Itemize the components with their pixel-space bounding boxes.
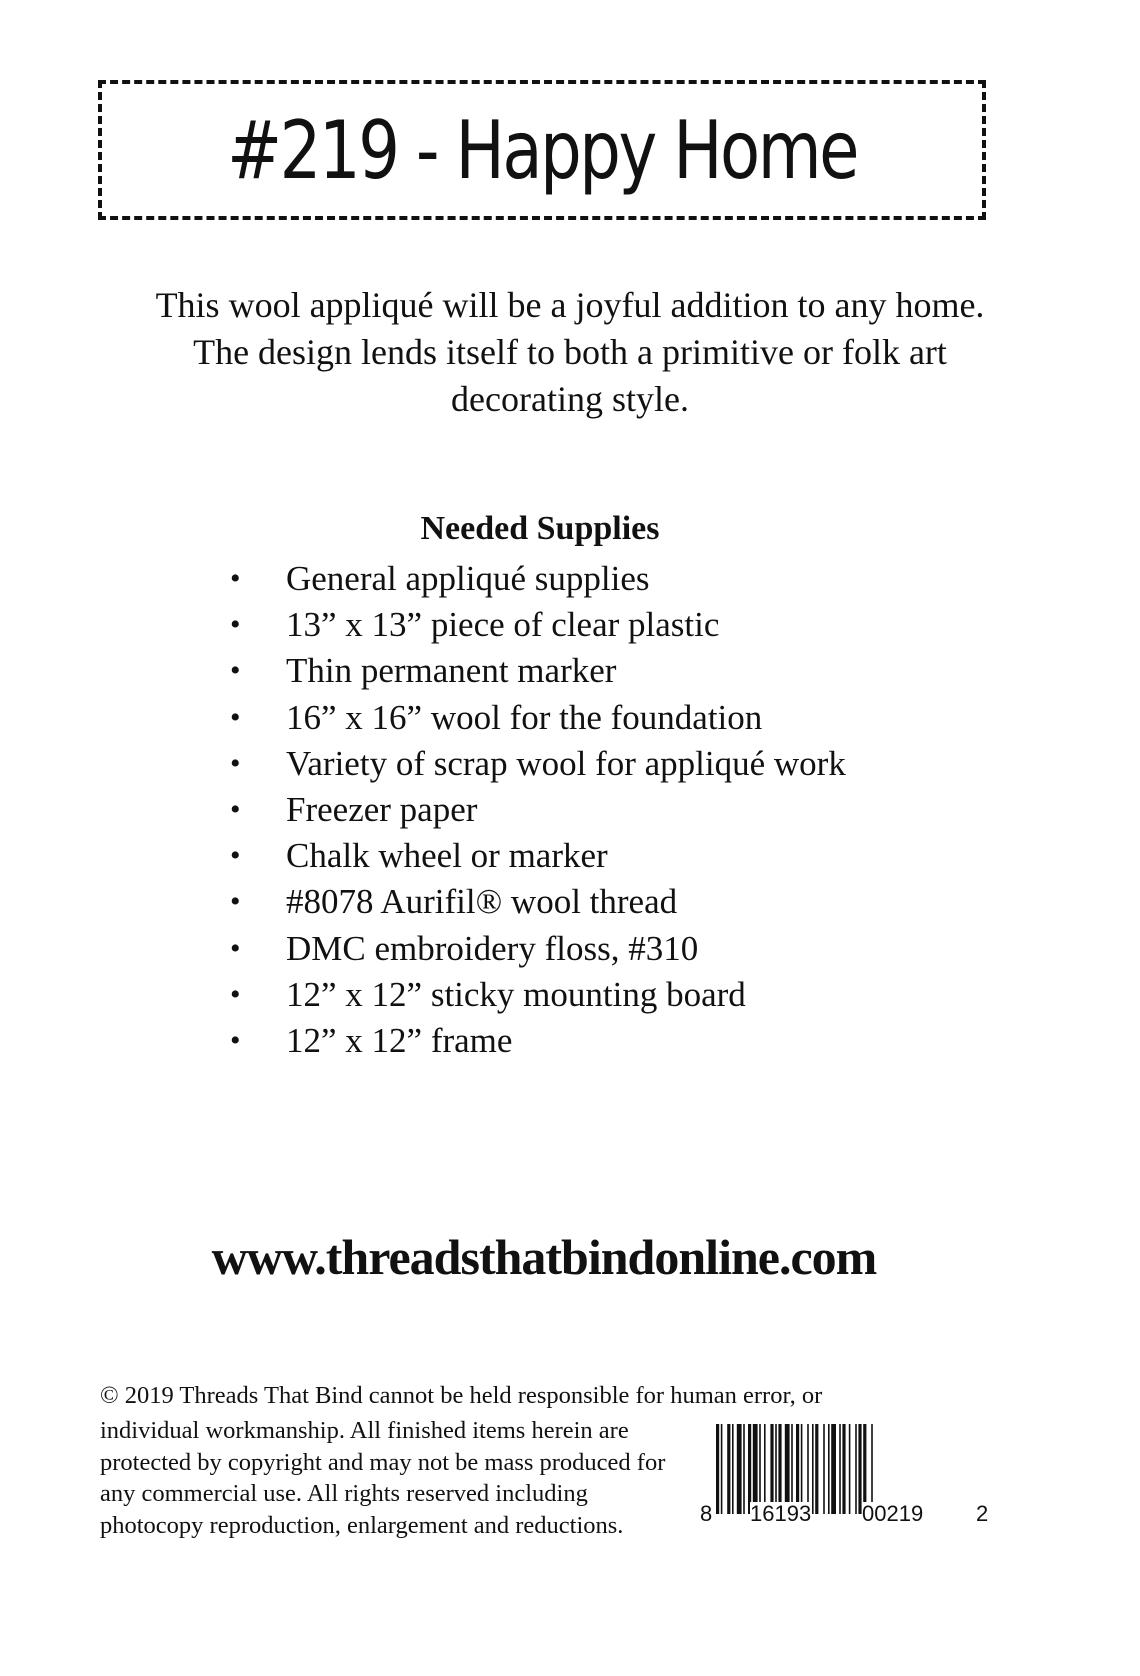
barcode-bar	[743, 1424, 745, 1514]
barcode-bar	[732, 1424, 734, 1514]
supply-item	[230, 787, 950, 833]
barcode-bar	[842, 1424, 845, 1514]
supplies-list	[230, 556, 950, 1064]
bullet-icon: •	[230, 746, 241, 780]
barcode-bar	[815, 1424, 818, 1514]
bullet-icon: •	[230, 792, 241, 826]
legal-text-body: individual workmanship. All finished items herein are protected by copyright and may not be mass produced for any commercial use. All rights reserved including photocopy reproduction, enlargement and reductions.	[100, 1417, 666, 1539]
barcode-bar	[737, 1424, 742, 1514]
barcode-bar	[727, 1424, 730, 1514]
supply-item-text: 12” x 12” sticky mounting board	[286, 974, 746, 1014]
legal-text	[100, 1415, 680, 1541]
bullet-icon: •	[230, 885, 241, 919]
supply-item-text: Chalk wheel or marker	[286, 836, 608, 876]
barcode-bar	[823, 1424, 825, 1514]
bullet-icon: •	[230, 608, 241, 642]
barcode-left-group: 16193	[750, 1501, 812, 1526]
supply-item-text: General appliqué supplies	[286, 559, 650, 598]
supply-item-text: 12” x 12” frame	[286, 1020, 513, 1060]
supply-item	[230, 833, 950, 879]
supply-item-text: Thin permanent marker	[286, 651, 617, 691]
supply-item-text: 16” x 16” wool for the foundation	[286, 697, 763, 737]
bullet-icon: •	[230, 977, 241, 1011]
supply-item	[230, 926, 950, 972]
supply-item-text: 13” x 13” piece of clear plastic	[286, 605, 720, 645]
barcode-bar	[721, 1424, 723, 1514]
supply-item	[230, 556, 950, 602]
page-title: #219 - Happy Home	[227, 103, 857, 197]
barcode-bar	[812, 1424, 814, 1514]
barcode-bar	[855, 1424, 857, 1514]
barcode-bar	[831, 1424, 836, 1514]
supplies-heading: Needed Supplies	[420, 510, 660, 547]
intro-paragraph: This wool appliqué will be a joyful addition to any home. The design lends itself to both a primitive or folk art decorating style.	[155, 285, 985, 419]
supply-item	[230, 879, 950, 925]
legal-line-1: © 2019 Threads That Bind cannot be held responsible for human error, or	[100, 1382, 823, 1409]
supply-item	[230, 741, 950, 787]
bullet-icon: •	[230, 562, 241, 595]
barcode-bar	[828, 1424, 830, 1514]
supply-item	[230, 648, 950, 694]
bullet-icon: •	[230, 654, 241, 688]
barcode-bar	[716, 1424, 719, 1514]
barcode-bar	[839, 1424, 841, 1514]
barcode-check-digit: 2	[976, 1501, 989, 1526]
supply-item	[230, 1018, 950, 1064]
bullet-icon: •	[230, 931, 241, 965]
barcode-right-group: 00219	[862, 1501, 924, 1526]
bullet-icon: •	[230, 1023, 241, 1057]
supply-item	[230, 972, 950, 1018]
barcode	[700, 1424, 989, 1534]
title-frame	[98, 80, 986, 220]
bullet-icon: •	[230, 700, 241, 734]
supply-item	[230, 602, 950, 648]
bullet-icon: •	[230, 839, 241, 873]
supply-item	[230, 695, 950, 741]
barcode-first-digit: 8	[700, 1501, 713, 1526]
supply-item-text: Freezer paper	[286, 789, 478, 829]
website-url[interactable]: www.threadsthatbindonline.com	[211, 1229, 877, 1285]
supply-item-text: DMC embroidery floss, #310	[286, 928, 699, 968]
supply-item-text: Variety of scrap wool for appliqué work	[286, 743, 846, 783]
supply-item-text: #8078 Aurifil® wool thread	[286, 882, 678, 922]
barcode-bar	[849, 1424, 851, 1514]
